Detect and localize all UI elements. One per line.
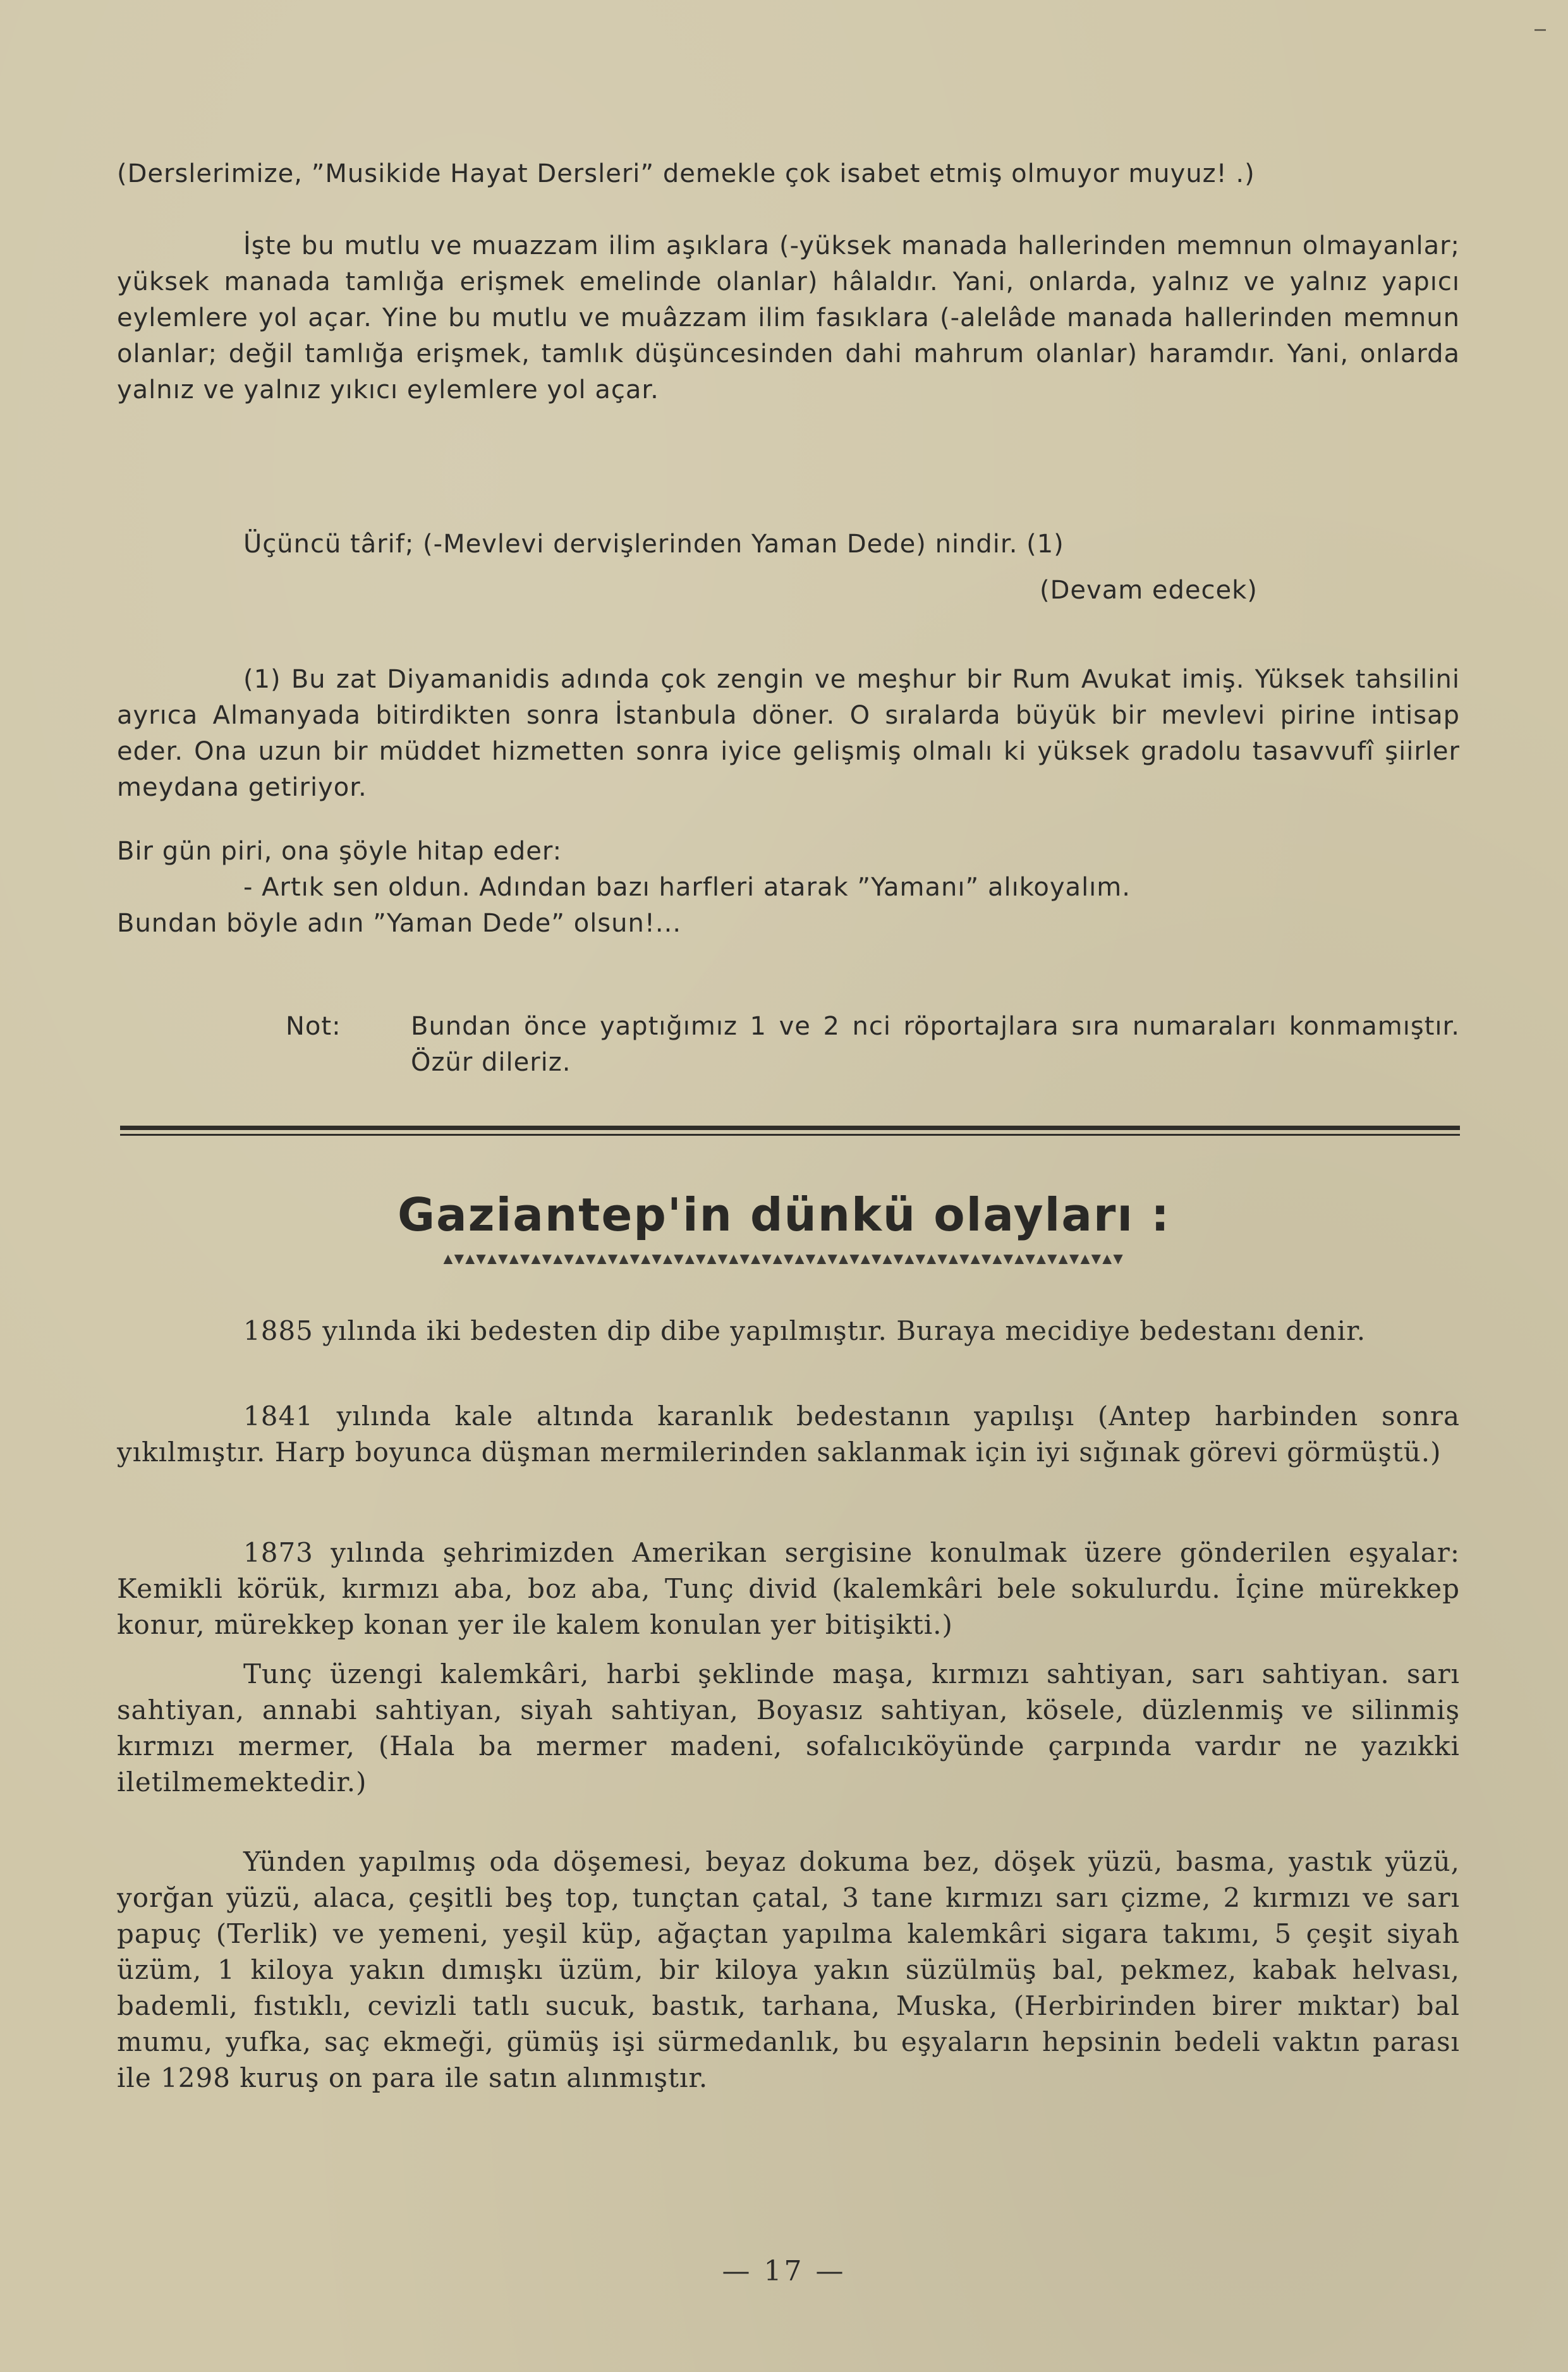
body-paragraph-tunc: Tunç üzengi kalemkâri, harbi şeklinde maşa, kırmızı sahtiyan, sarı sahtiyan. sarı sahtiyan, annabi sahtiyan, siyah sahtiyan, Boyasız sahtiyan, kösele, düzlenmiş ve silinmiş kırmızı mermer, (Hala ba mermer madeni, sofalıcıköyünde çarpında vardır ne yazıkki iletilmemektedir.) xyxy=(117,1658,1460,1797)
section-title: Gaziantep'in dünkü olayları : xyxy=(398,1188,1170,1241)
page-number: — 17 — xyxy=(722,2255,846,2287)
page-corner-mark xyxy=(1535,29,1546,31)
footnote-line-2: - Artık sen oldun. Adından bazı harfleri atarak ”Yamanı” alıkoyalım. xyxy=(243,873,1131,902)
section-divider-thick xyxy=(120,1126,1460,1130)
body-paragraph-1873: 1873 yılında şehrimizden Amerikan sergisine konulmak üzere gönderilen eşyalar: Kemikli körük, kırmızı aba, boz aba, Tunç divid (kalemkâri bele sokulurdu. İçine mürekkep konur, mürekkep konan yer ile kalem konulan yer bitişikti.) xyxy=(117,1537,1460,1640)
note-text: Bundan önce yaptığımız 1 ve 2 nci röportajlara sıra numaraları konmamıştır. Özür dileriz. xyxy=(411,1012,1460,1077)
continued-note: (Devam edecek) xyxy=(1040,576,1258,605)
note-label: Not: xyxy=(286,1012,341,1041)
intro-paragraph: (Derslerimize, ”Musikide Hayat Dersleri” demekle çok isabet etmiş olmuyor muyuz! .) xyxy=(117,159,1255,188)
section-divider-thin xyxy=(120,1134,1460,1136)
body-paragraph-yunden: Yünden yapılmış oda döşemesi, beyaz dokuma bez, döşek yüzü, basma, yastık yüzü, yorğan yüzü, alaca, çeşitli beş top, tunçtan çatal, 3 tane kırmızı sarı çizme, 2 kırmızı ve sarı papuç (Terlik) ve yemeni, yeşil küp, ağaçtan yapılma kalemkâri sigara takımı, 5 çeşit siyah üzüm, 1 kiloya yakın dımışkı üzüm, bir kiloya yakın süzülmüş bal, pekmez, kabak helvası, bademli, fıstıklı, cevizli tatlı sucuk, bastık, tarhana, Muska, (Herbirinden birer mıktar) bal mumu, yufka, saç ekmeği, gümüş işi sürmedanlık, bu eşyaların hepsinin bedeli vaktın parası ile 1298 kuruş on para ile satın alınmıştır. xyxy=(117,1846,1460,2093)
footnote-line-3: Bundan böyle adın ”Yaman Dede” olsun!... xyxy=(117,909,682,938)
third-definition-line: Üçüncü târif; (-Mevlevi dervişlerinden Yaman Dede) nindir. (1) xyxy=(243,530,1064,559)
title-ornament: ▲▼▲▼▲▼▲▼▲▼▲▼▲▼▲▼▲▼▲▼▲▼▲▼▲▼▲▼▲▼▲▼▲▼▲▼▲▼▲▼▲▼▲▼▲▼▲▼▲▼▲▼▲▼▲▼▲▼▲▼▲▼ xyxy=(443,1253,1124,1264)
ilim-paragraph: İşte bu mutlu ve muazzam ilim aşıklara (-yüksek manada hallerinden memnun olmayanlar; yüksek manada tamlığa erişmek emelinde olanlar) hâlaldır. Yani, onlarda, yalnız ve yalnız yapıcı eylemlere yol açar. Yine bu mutlu ve muâzzam ilim fasıklara (-alelâde manada hallerinden memnun olanlar; değil tamlığa erişmek, tamlık düşüncesinden dahi mahrum olanlar) haramdır. Yani, onlarda yalnız ve yalnız yıkıcı eylemlere yol açar. xyxy=(117,231,1460,404)
footnote-paragraph: (1) Bu zat Diyamanidis adında çok zengin ve meşhur bir Rum Avukat imiş. Yüksek tahsilini ayrıca Almanyada bitirdikten sonra İstanbula döner. O sıralarda büyük bir mevlevi pirine intisap eder. Ona uzun bir müddet hizmetten sonra iyice gelişmiş olmalı ki yüksek gradolu tasavvufî şiirler meydana getiriyor. xyxy=(117,665,1460,802)
footnote-line-1: Bir gün piri, ona şöyle hitap eder: xyxy=(117,837,562,866)
body-paragraph-1841: 1841 yılında kale altında karanlık bedestanın yapılışı (Antep harbinden sonra yıkılmıştır. Harp boyunca düşman mermilerinden saklanmak için iyi sığınak görevi görmüştü.) xyxy=(117,1401,1460,1468)
body-paragraph-1885: 1885 yılında iki bedesten dip dibe yapılmıştır. Buraya mecidiye bedestanı denir. xyxy=(243,1315,1366,1346)
